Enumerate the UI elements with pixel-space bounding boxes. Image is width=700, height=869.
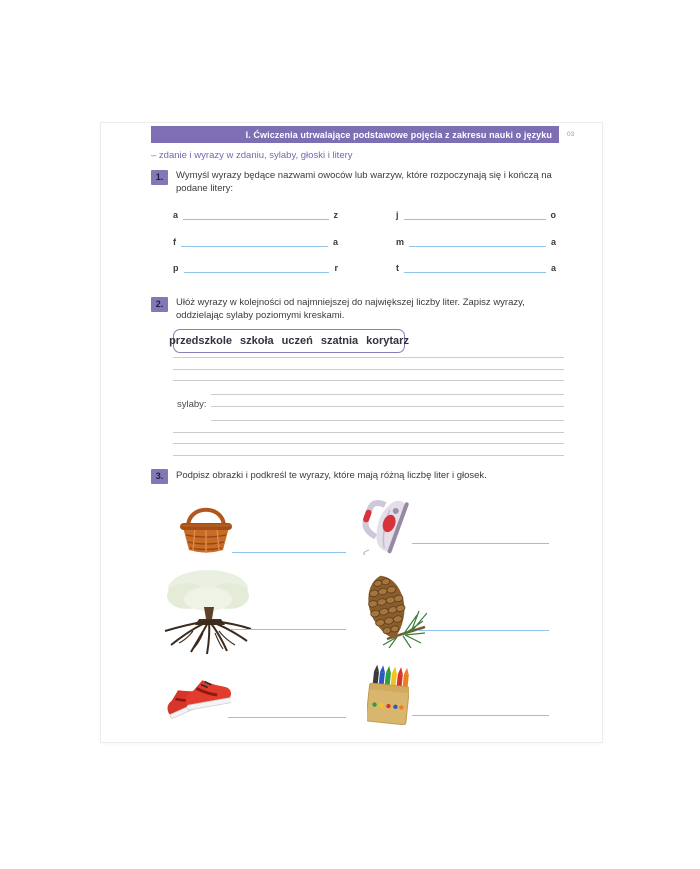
- caption-line: [228, 717, 346, 718]
- word-bank-word: uczeń: [281, 335, 313, 347]
- letter-pair: [173, 208, 338, 220]
- ruled-line: [173, 443, 564, 444]
- letter-pair: [396, 261, 556, 273]
- start-letter: m: [396, 236, 405, 247]
- exercise-1-number-badge: 1.: [151, 170, 168, 185]
- answer-line: [184, 269, 330, 273]
- answer-line: [181, 243, 328, 247]
- start-letter: a: [173, 210, 179, 220]
- chapter-header-bar: [151, 126, 559, 143]
- ruled-line: [173, 432, 564, 433]
- start-letter: p: [173, 263, 179, 273]
- exercise-2-number-badge: 2.: [151, 297, 168, 312]
- start-letter: f: [173, 236, 176, 247]
- exercise-3-instruction: Podpisz obrazki i podkreśl te wyrazy, które mają różną liczbę liter i głosek.: [176, 470, 487, 481]
- start-letter: j: [396, 210, 399, 220]
- end-letter: o: [550, 210, 556, 220]
- word-bank-box: [169, 329, 409, 353]
- word-bank-word: szatnia: [320, 335, 359, 347]
- end-letter: a: [550, 263, 556, 273]
- answer-line: [183, 216, 328, 220]
- caption-line: [230, 629, 346, 630]
- iron-image: [359, 493, 411, 555]
- exercise-3-number-badge: 3.: [151, 469, 168, 484]
- word-bank-word: korytarz: [366, 335, 409, 347]
- ruled-line: [173, 369, 564, 370]
- crayons-image: [367, 661, 409, 725]
- chapter-title: I. Ćwiczenia utrwalające podstawowe pojęcia z zakresu nauki o języku: [245, 129, 552, 140]
- caption-line: [232, 552, 346, 553]
- letter-pair: [173, 235, 338, 247]
- end-letter: r: [334, 263, 338, 273]
- caption-line: [412, 715, 549, 716]
- ruled-line: [211, 420, 564, 421]
- caption-line: [412, 543, 549, 544]
- word-bank-word: przedszkole: [169, 335, 233, 347]
- letter-pair-grid: [173, 208, 558, 288]
- exercise-2-instruction: Ułóż wyrazy w kolejności od najmniejszej do największej liczby liter. Zapisz wyrazy, oddzielając sylaby poziomymi kreskami.: [176, 297, 525, 321]
- page-number: 03: [567, 131, 575, 138]
- letter-pair: [173, 261, 338, 273]
- answer-line: [404, 269, 546, 273]
- end-letter: z: [333, 210, 338, 220]
- caption-line: [417, 630, 549, 631]
- letter-pair: [396, 208, 556, 220]
- letter-pair-row: [173, 235, 558, 247]
- start-letter: t: [396, 263, 399, 273]
- letter-pair-row: [173, 261, 558, 273]
- answer-line: [404, 216, 546, 220]
- pinecone-image: [359, 569, 427, 649]
- ruled-line: [211, 394, 564, 395]
- letter-pair: [396, 235, 556, 247]
- sneakers-image: [167, 667, 231, 725]
- end-letter: a: [550, 236, 556, 247]
- letter-pair-row: [173, 208, 558, 220]
- ruled-line: [173, 455, 564, 456]
- tree-roots-image: [163, 567, 253, 655]
- ruled-line: [211, 406, 564, 407]
- end-letter: a: [332, 236, 338, 247]
- syllables-label: sylaby:: [177, 399, 207, 410]
- exercise-1-instruction: Wymyśl wyrazy będące nazwami owoców lub warzyw, które rozpoczynają się i kończą na podane litery:: [176, 170, 552, 194]
- ruled-line: [173, 357, 564, 358]
- section-subtitle: – zdanie i wyrazy w zdaniu, sylaby, głoski i litery: [151, 150, 353, 161]
- basket-image: [177, 497, 235, 557]
- ruled-line: [173, 380, 564, 381]
- answer-line: [409, 243, 546, 247]
- worksheet-page: [100, 122, 603, 743]
- word-bank-word: szkoła: [240, 335, 274, 347]
